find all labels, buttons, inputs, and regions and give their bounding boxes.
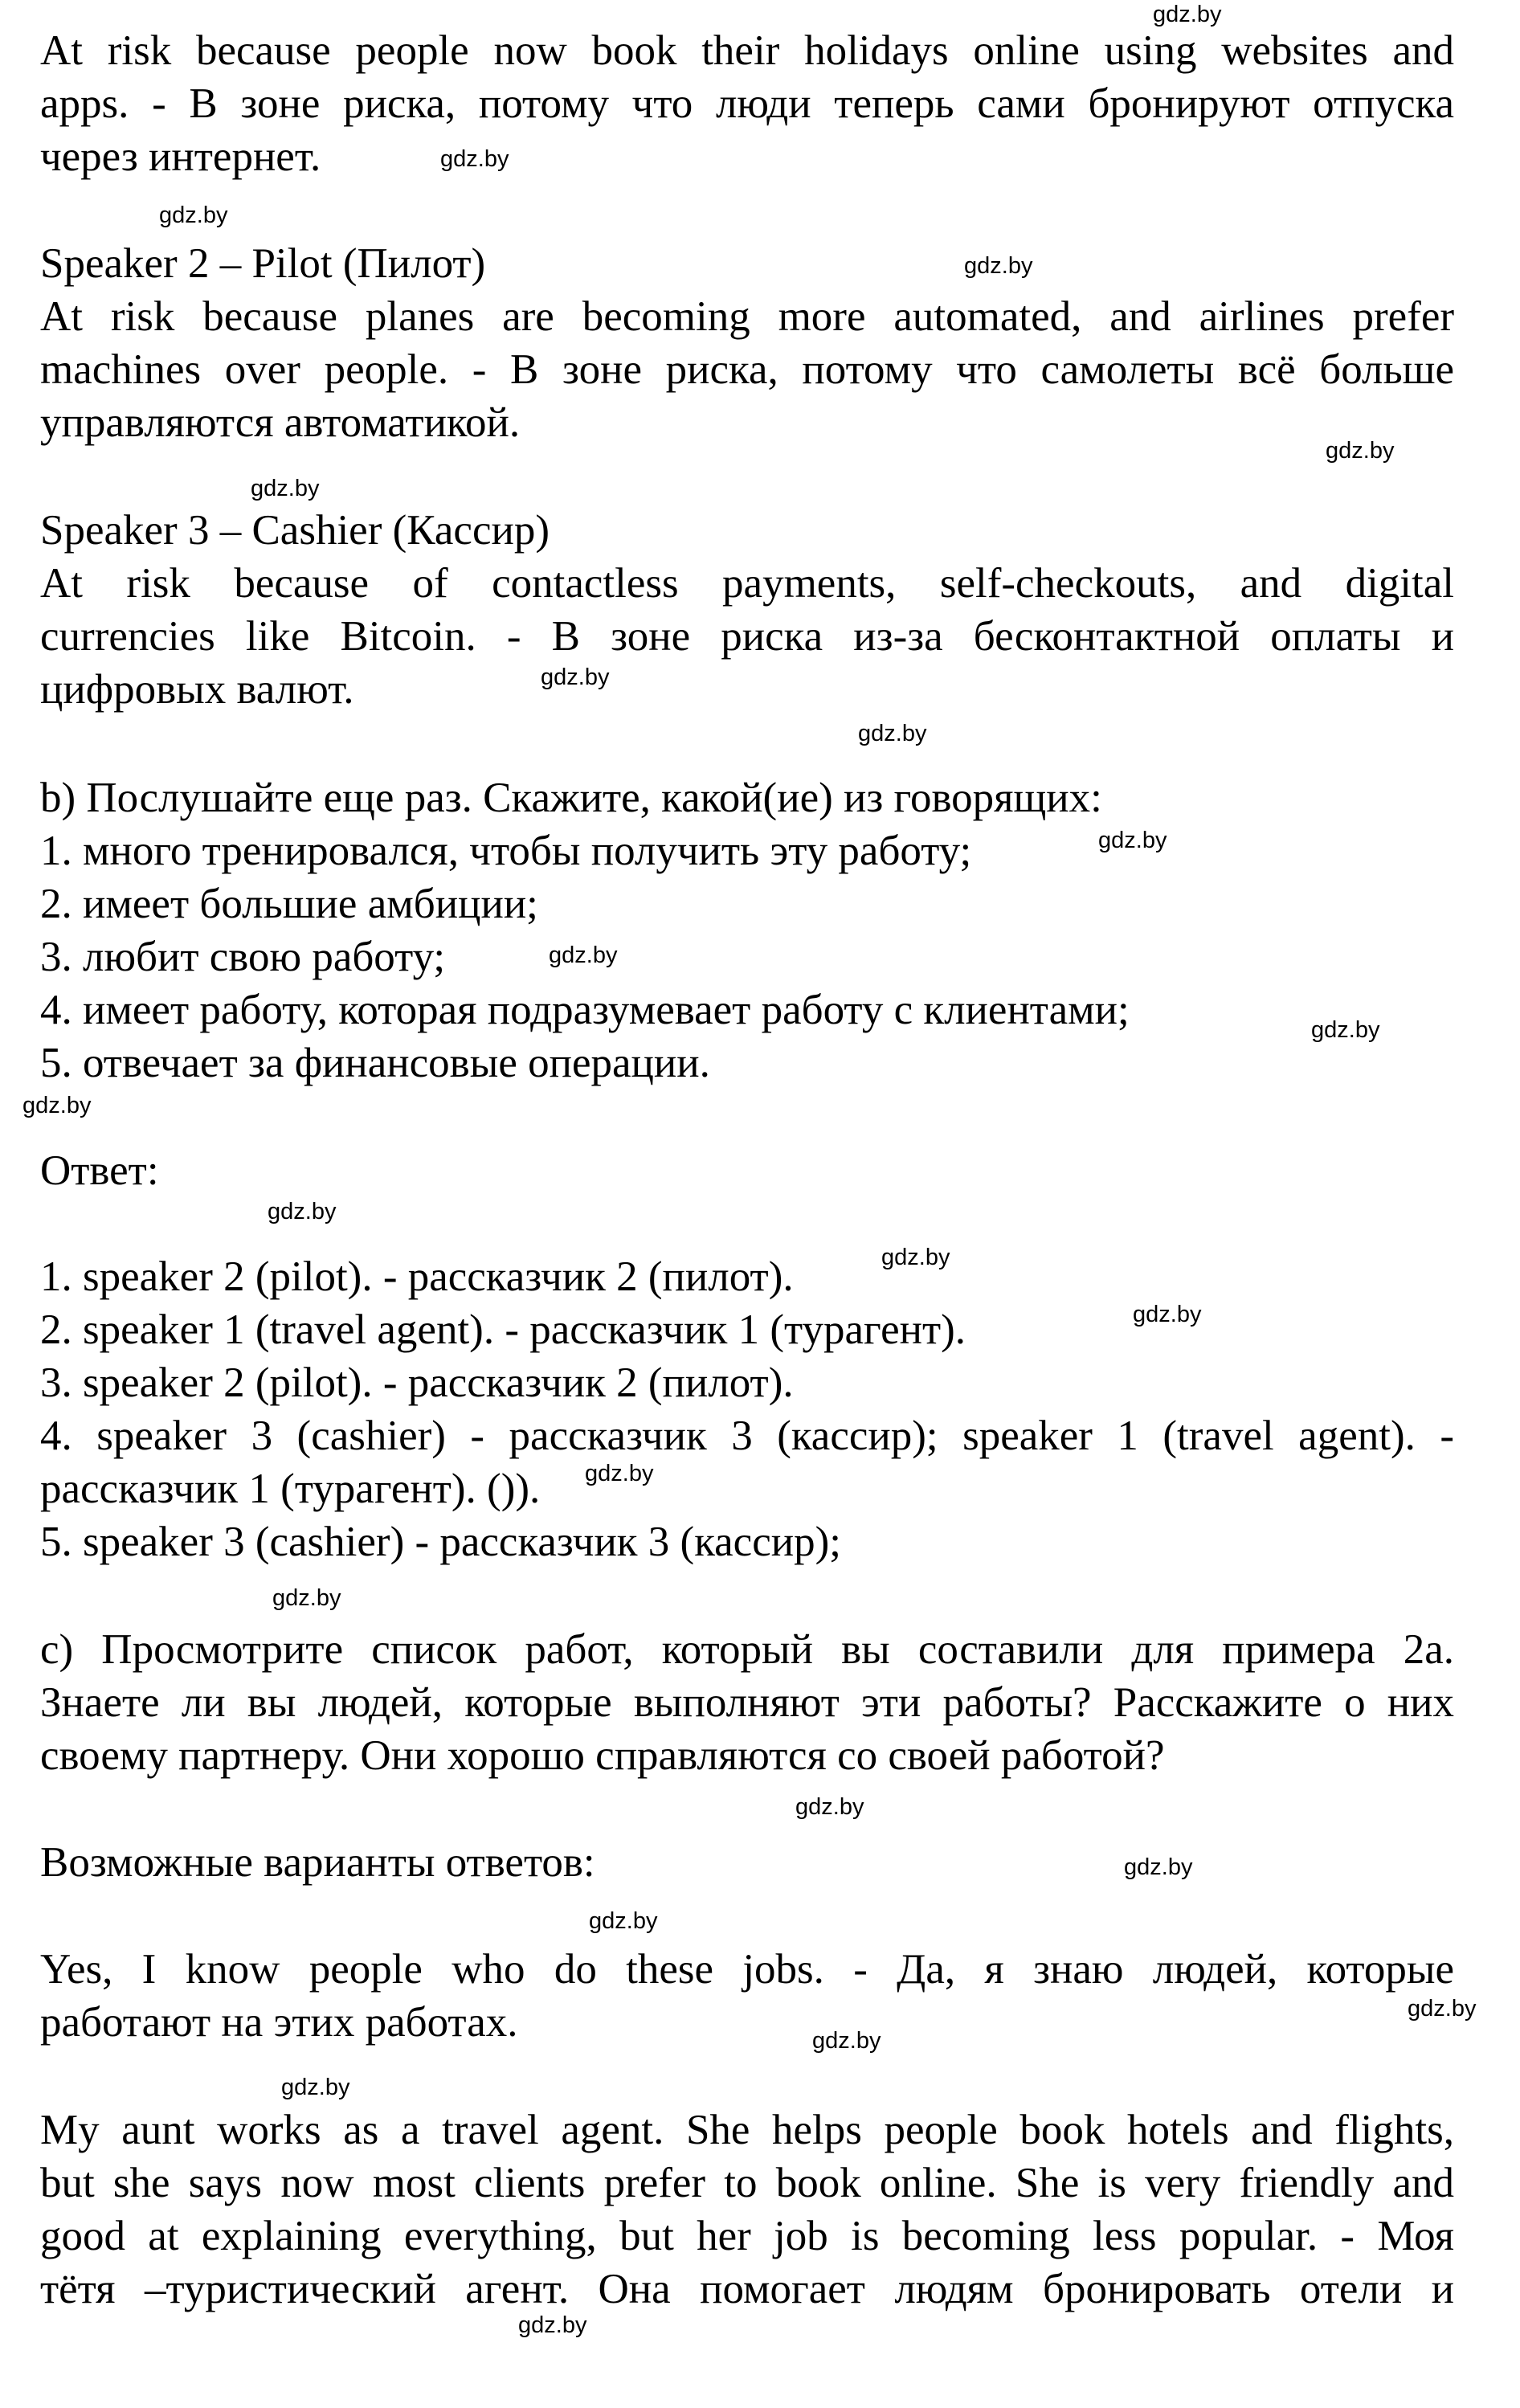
watermark: gdz.by [518, 2312, 587, 2338]
watermark: gdz.by [858, 721, 927, 746]
answers-heading: Возможные варианты ответов: [40, 1839, 595, 1886]
watermark: gdz.by [159, 202, 228, 228]
watermark: gdz.by [1311, 1017, 1380, 1043]
speaker-heading: Speaker 3 – Cashier (Кассир) [40, 507, 550, 554]
speaker-heading: Speaker 2 – Pilot (Пилот) [40, 240, 486, 287]
watermark: gdz.by [541, 664, 610, 690]
text-line: but she says now most clients prefer to book online. She is very friendly and [40, 2160, 1454, 2206]
text-line: currencies like Bitcoin. - В зоне риска из-за бесконтактной оплаты и [40, 613, 1454, 660]
watermark: gdz.by [272, 1585, 341, 1611]
watermark: gdz.by [795, 1794, 864, 1820]
text-line: своему партнеру. Они хорошо справляются со своей работой? [40, 1732, 1165, 1779]
watermark: gdz.by [1408, 1996, 1477, 2022]
answer-item: 1. speaker 2 (pilot). - рассказчик 2 (пилот). [40, 1253, 794, 1300]
text-line: цифровых валют. [40, 666, 354, 713]
answer-item: рассказчик 1 (турагент). ()). [40, 1466, 541, 1512]
list-item: 1. много тренировался, чтобы получить эту работу; [40, 828, 972, 874]
list-item: 5. отвечает за финансовые операции. [40, 1040, 710, 1086]
text-line: Yes, I know people who do these jobs. - Да, я знаю людей, которые [40, 1946, 1454, 1993]
watermark: gdz.by [812, 2028, 881, 2054]
text-line: At risk because of contactless payments, self-checkouts, and digital [40, 560, 1454, 607]
text-line: работают на этих работах. [40, 1999, 518, 2046]
text-line: My aunt works as a travel agent. She helps people book hotels and flights, [40, 2107, 1454, 2153]
watermark: gdz.by [1124, 1854, 1193, 1880]
text-line: через интернет. [40, 133, 321, 180]
watermark: gdz.by [22, 1093, 92, 1118]
watermark: gdz.by [881, 1245, 950, 1270]
text-line: управляются автоматикой. [40, 399, 521, 446]
answer-item: 3. speaker 2 (pilot). - рассказчик 2 (пилот). [40, 1359, 794, 1406]
watermark: gdz.by [585, 1461, 654, 1486]
text-line: good at explaining everything, but her job is becoming less popular. - Моя [40, 2213, 1454, 2259]
watermark: gdz.by [1133, 1302, 1202, 1327]
text-line: machines over people. - В зоне риска, потому что самолеты всё больше [40, 346, 1454, 393]
watermark: gdz.by [964, 253, 1033, 279]
answer-item: 4. speaker 3 (cashier) - рассказчик 3 (кассир); speaker 1 (travel agent). - [40, 1413, 1454, 1459]
list-item: 3. любит свою работу; [40, 934, 446, 980]
text-line: Знаете ли вы людей, которые выполняют эти работы? Расскажите о них [40, 1679, 1454, 1726]
watermark: gdz.by [1098, 828, 1167, 853]
task-heading: b) Послушайте еще раз. Скажите, какой(ие) из говорящих: [40, 775, 1102, 821]
watermark: gdz.by [440, 146, 509, 172]
task-heading: c) Просмотрите список работ, который вы составили для примера 2a. [40, 1626, 1454, 1673]
list-item: 4. имеет работу, которая подразумевает работу с клиентами; [40, 987, 1130, 1033]
watermark: gdz.by [251, 476, 320, 501]
watermark: gdz.by [268, 1199, 337, 1224]
watermark: gdz.by [589, 1908, 658, 1934]
answer-item: 5. speaker 3 (cashier) - рассказчик 3 (кассир); [40, 1519, 841, 1565]
watermark: gdz.by [549, 942, 618, 968]
text-line: тётя –туристический агент. Она помогает людям бронировать отели и [40, 2266, 1454, 2312]
watermark: gdz.by [281, 2075, 350, 2100]
answer-heading: Ответ: [40, 1147, 159, 1194]
answer-item: 2. speaker 1 (travel agent). - рассказчик 1 (турагент). [40, 1306, 966, 1353]
watermark: gdz.by [1153, 2, 1222, 27]
text-line: At risk because planes are becoming more automated, and airlines prefer [40, 293, 1454, 340]
list-item: 2. имеет большие амбиции; [40, 881, 538, 927]
text-line: At risk because people now book their holidays online using websites and [40, 27, 1454, 74]
watermark: gdz.by [1326, 438, 1395, 464]
text-line: apps. - В зоне риска, потому что люди теперь сами бронируют отпуска [40, 80, 1454, 127]
